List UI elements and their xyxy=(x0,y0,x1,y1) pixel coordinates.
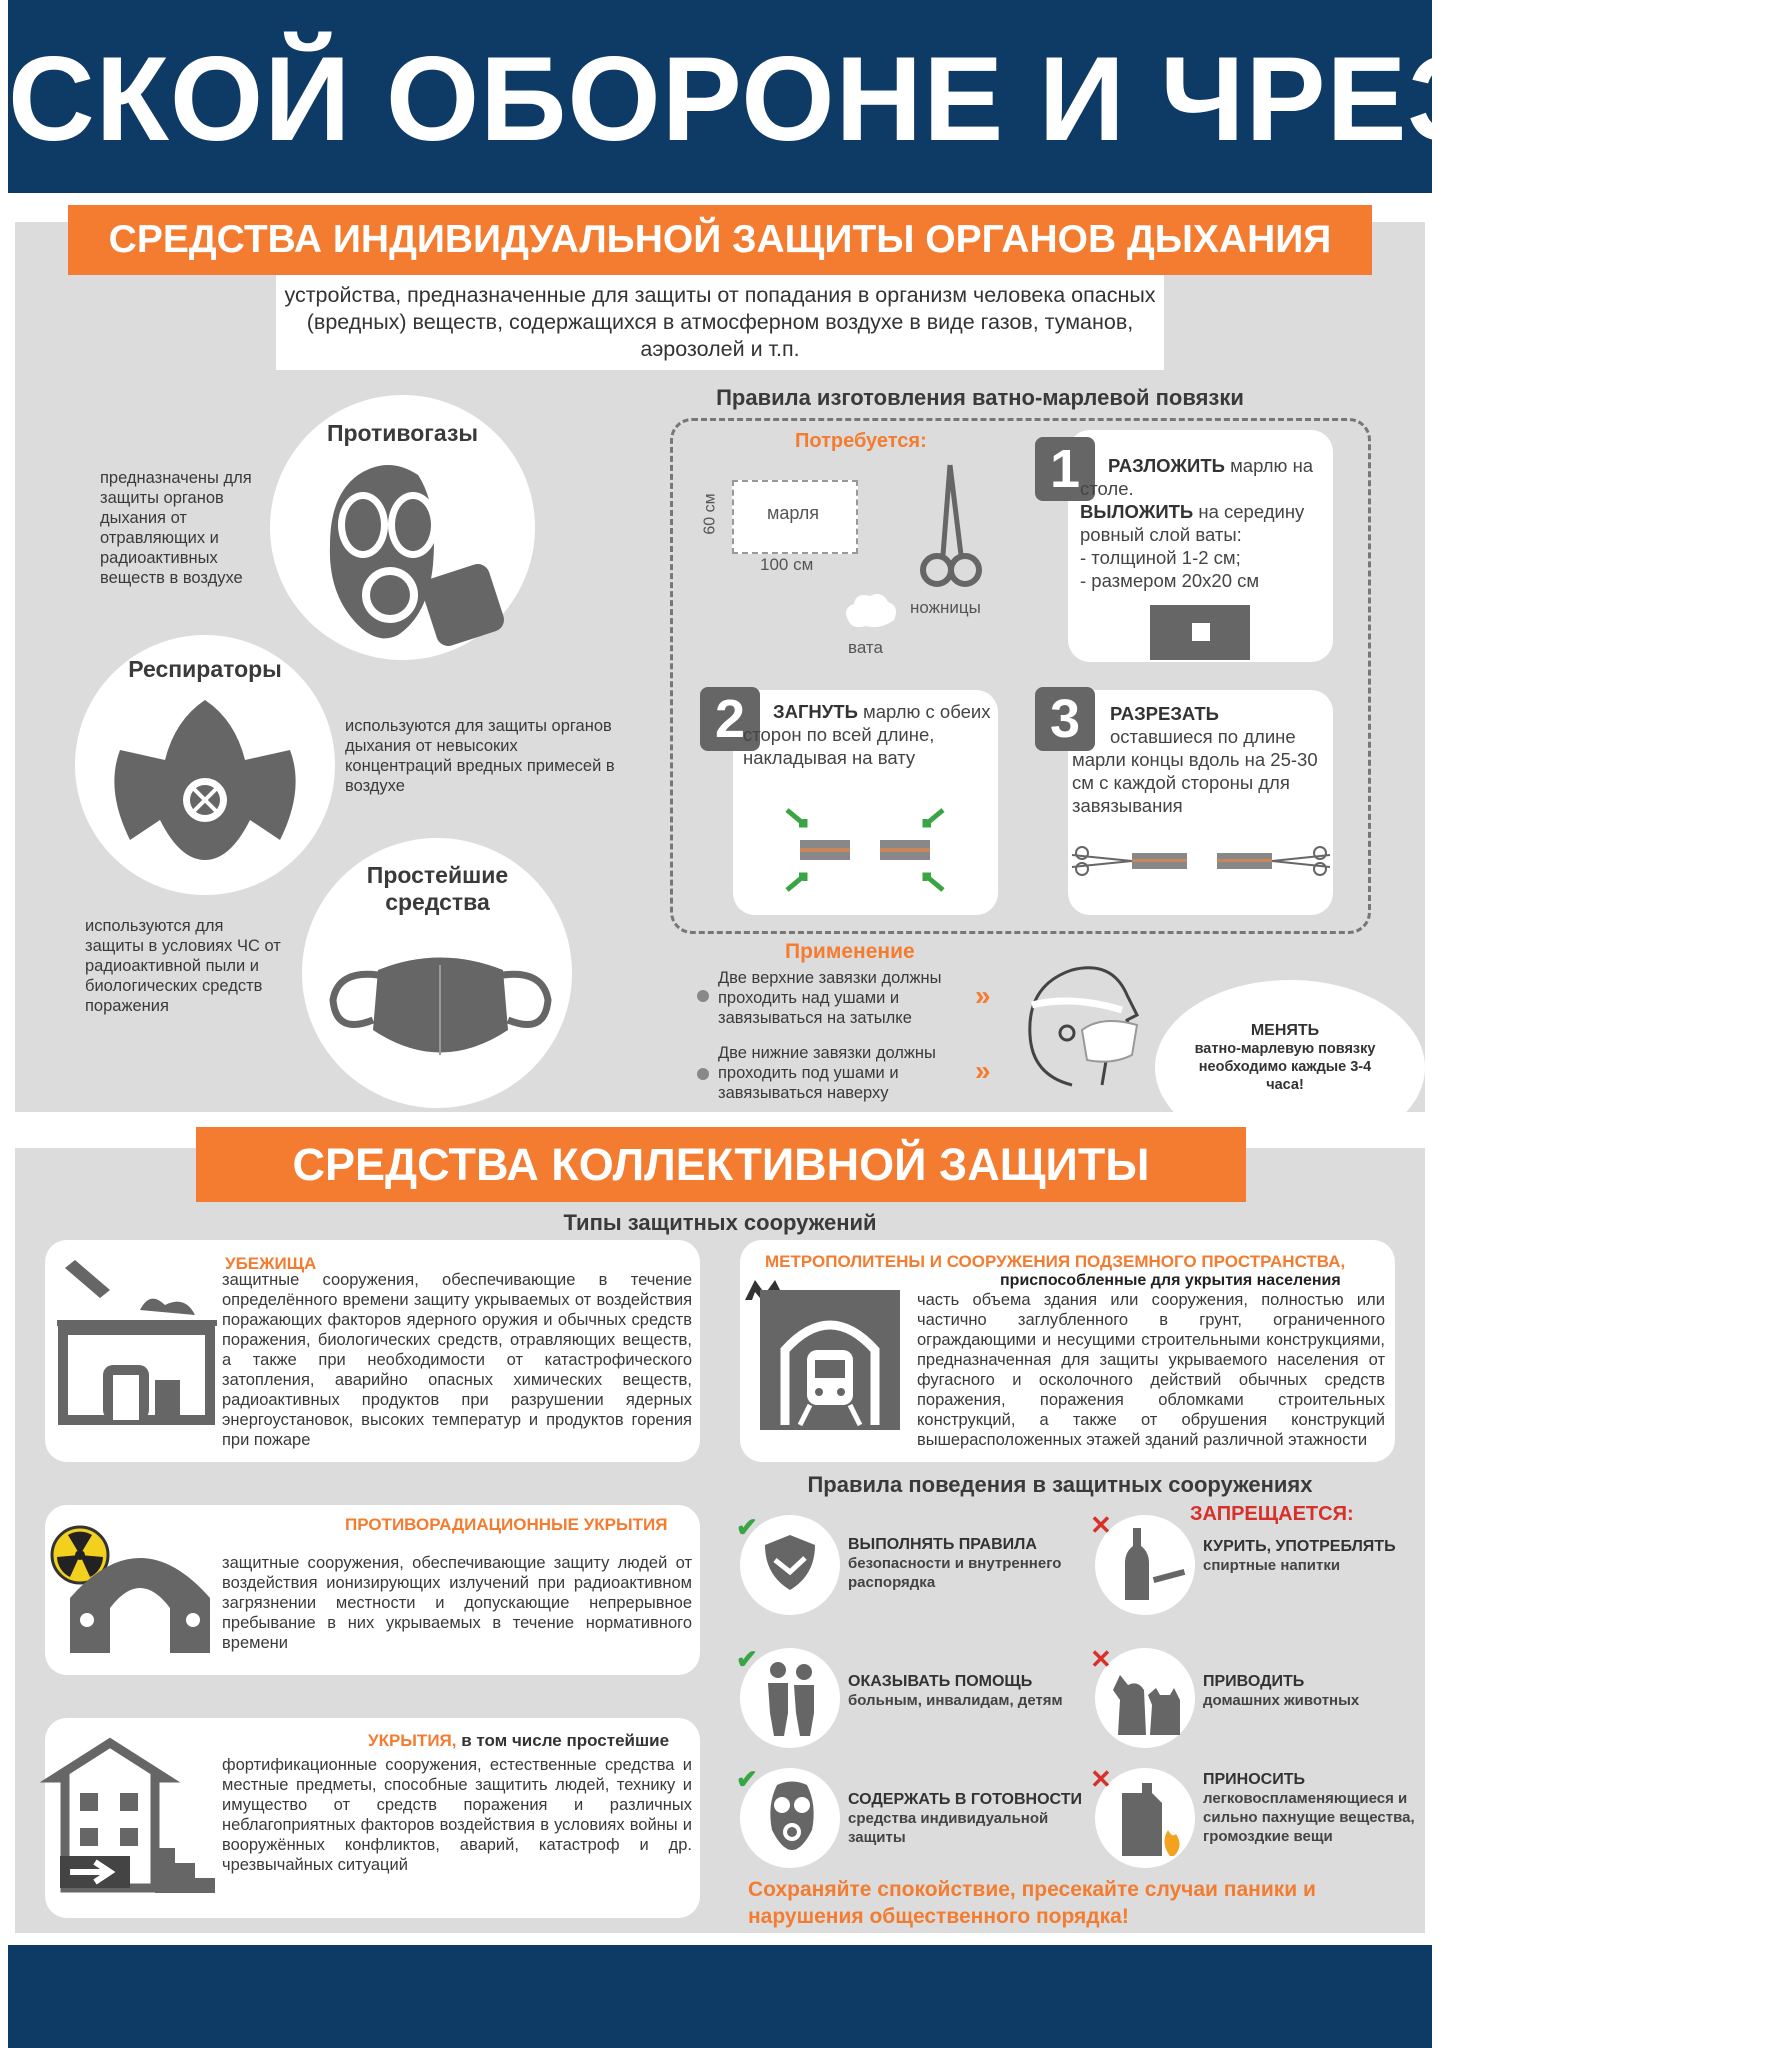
step3-text: РАЗРЕЗАТЬ оставшиеся по длине марли концы вдоль на 25-30 см с каждой стороны для завязывания xyxy=(1072,703,1318,816)
step2-number: 2 xyxy=(700,687,760,751)
step1-text: РАЗЛОЖИТЬ марлю на столе. ВЫЛОЖИТЬ на середину ровный слой ваты: - толщиной 1-2 см; - размером 20х20 см xyxy=(1080,455,1314,591)
gasmask-small-icon xyxy=(762,1780,822,1855)
individual-title: СРЕДСТВА ИНДИВИДУАЛЬНОЙ ЗАЩИТЫ ОРГАНОВ ДЫХАНИЯ xyxy=(68,205,1372,275)
shield-hands-icon xyxy=(760,1530,820,1600)
no3-text: ПРИНОСИТЬ легковоспламеняющиеся и сильно пахнущие вещества, громоздкие вещи xyxy=(1203,1771,1415,1845)
cotton-icon xyxy=(840,590,900,632)
no3-cross-icon: ✕ xyxy=(1090,1764,1112,1794)
respirator-title: Респираторы xyxy=(128,656,282,682)
metro-icon xyxy=(745,1280,905,1430)
do3-text: СОДЕРЖАТЬ В ГОТОВНОСТИ средства индивидуальной защиты xyxy=(848,1791,1082,1846)
shelter-text: защитные сооружения, обеспечивающие в течение определённого времени защиту укрываемых от воздействия поражающих факторов ядерного оружия и обычных средств поражения, биологических средств, отравляющих веществ, а также при необходимости от катастрофического затопления, аварийно опасных химических веществ, радиоактивных продуктов при разрушении ядерных энергоустановок, высоких температур и продуктов горения при пожаре xyxy=(222,1271,692,1449)
step1-illustration xyxy=(1150,605,1250,660)
gasmask-icon xyxy=(318,455,518,655)
do1-text: ВЫПОЛНЯТЬ ПРАВИЛА безопасности и внутреннего распорядка xyxy=(848,1536,1062,1591)
gauze-height: 60 см xyxy=(701,493,719,535)
app2-text: Две нижние завязки должны проходить под ушами и завязываться наверху xyxy=(718,1044,936,1102)
antirad-text: защитные сооружения, обеспечивающие защиту людей от воздействия ионизирующих излучений при радиоактивном загрязнении местности и допускающие непрерывное пребывание в них укрываемых в течение нормативного времени xyxy=(222,1554,692,1652)
head-profile-icon xyxy=(1012,955,1152,1095)
application-title: Применение xyxy=(785,940,915,963)
step2-text: ЗАГНУТЬ марлю с обеих сторон по всей длине, накладывая на вату xyxy=(743,701,991,768)
step3-illustration xyxy=(1072,845,1330,875)
mask-icon xyxy=(328,950,553,1070)
gauze-width: 100 см xyxy=(760,555,814,574)
collective-title: СРЕДСТВА КОЛЛЕКТИВНОЙ ЗАЩИТЫ xyxy=(196,1127,1246,1202)
definition-text: устройства, предназначенные для защиты от попадания в организм человека опасных (вредных) веществ, содержащихся в атмосферном воздухе в виде газов, туманов, аэрозолей и т.п. xyxy=(284,283,1156,361)
step3-number: 3 xyxy=(1035,687,1095,751)
no1-text: КУРИТЬ, УПОТРЕБЛЯТЬ спиртные напитки xyxy=(1203,1538,1396,1574)
step2-illustration xyxy=(785,805,945,895)
metro-text: часть объема здания или сооружения, полностью или частично заглубленного в грунт, ограниченного ограждающими и несущими строительными конструкциями, предназначенная для защиты укрываемого населения от фугасного и осколочного действий обычных средств поражения, поражения обломками строительных конструкций, а также от обрушения конструкций вышерасположенных этажей зданий различной этажности xyxy=(917,1291,1385,1449)
helping-people-icon xyxy=(760,1658,820,1738)
rules-title: Правила поведения в защитных сооружениях xyxy=(807,1472,1313,1497)
gasmask-desc: предназначены для защиты органов дыхания от отравляющих и радиоактивных веществ в воздухе xyxy=(100,469,252,587)
bottle-cigarette-icon xyxy=(1115,1528,1185,1603)
cover-title: УКРЫТИЯ, в том числе простейшие xyxy=(368,1731,670,1750)
scissors-icon xyxy=(915,465,985,595)
app1-bullet xyxy=(697,990,709,1002)
do2-text: ОКАЗЫВАТЬ ПОМОЩЬ больным, инвалидам, детям xyxy=(848,1673,1063,1709)
calm-message: Сохраняйте спокойствие, пресекайте случаи паники и нарушения общественного порядка! xyxy=(748,1878,1316,1928)
simple-title: Простейшие средства xyxy=(366,862,509,915)
app1-arrow: » xyxy=(975,980,991,1011)
shelter-title: УБЕЖИЩА xyxy=(225,1254,317,1273)
antirad-title: ПРОТИВОРАДИАЦИОННЫЕ УКРЫТИЯ xyxy=(345,1515,668,1534)
no2-text: ПРИВОДИТЬ домашних животных xyxy=(1203,1673,1360,1709)
no1-cross-icon: ✕ xyxy=(1090,1510,1112,1540)
app2-arrow: » xyxy=(975,1055,991,1086)
step1-number: 1 xyxy=(1035,437,1095,501)
forbidden-label: ЗАПРЕЩАЕТСЯ: xyxy=(1190,1503,1354,1525)
canister-fire-icon xyxy=(1112,1778,1182,1858)
no2-cross-icon: ✕ xyxy=(1090,1644,1112,1674)
antirad-shelter-icon xyxy=(65,1538,215,1653)
scissors-label: ножницы xyxy=(910,598,981,617)
cotton-label: вата xyxy=(848,638,883,657)
cover-house-icon xyxy=(55,1738,220,1893)
shelter-icon xyxy=(55,1250,220,1425)
app1-text: Две верхние завязки должны проходить над ушами и завязываться на затылке xyxy=(718,969,942,1027)
gasmask-title: Противогазы xyxy=(326,420,479,446)
change-text: МЕНЯТЬ ватно-марлевую повязку необходимо каждые 3-4 часа! xyxy=(1194,1022,1376,1093)
bandage-title: Правила изготовления ватно-марлевой повязки xyxy=(716,385,1244,410)
header-bar xyxy=(8,0,1775,193)
pets-icon xyxy=(1108,1660,1186,1738)
do1-check-icon: ✔ xyxy=(736,1512,758,1542)
gauze-label: марля xyxy=(766,503,820,523)
header-title: СКОЙ ОБОРОНЕ И ЧРЕЗВЫЧ xyxy=(8,32,1775,166)
do2-check-icon: ✔ xyxy=(736,1644,758,1674)
footer-bar xyxy=(8,1945,1432,2048)
do3-check-icon: ✔ xyxy=(736,1764,758,1794)
app2-bullet xyxy=(697,1068,709,1080)
metro-subtitle: приспособленные для укрытия населения xyxy=(1000,1272,1341,1289)
metro-title: МЕТРОПОЛИТЕНЫ И СООРУЖЕНИЯ ПОДЗЕМНОГО ПРОСТРАНСТВА, xyxy=(765,1252,1346,1271)
respirator-icon xyxy=(100,690,310,870)
cover-text: фортификационные сооружения, естественные средства и местные предметы, способные защитить людей, технику и имущество от средств поражения и различных неблагоприятных факторов воздействия в условиях войны и вооружённых конфликтов, аварий, катастроф и др. чрезвычайных ситуаций xyxy=(222,1756,692,1874)
required-label: Потребуется: xyxy=(795,430,927,452)
simple-desc: используются для защиты в условиях ЧС от радиоактивной пыли и биологических средств поражения xyxy=(85,917,281,1015)
types-title: Типы защитных сооружений xyxy=(563,1210,877,1235)
respirator-desc: используются для защиты органов дыхания от невысоких концентраций вредных примесей в воздухе xyxy=(345,717,615,795)
